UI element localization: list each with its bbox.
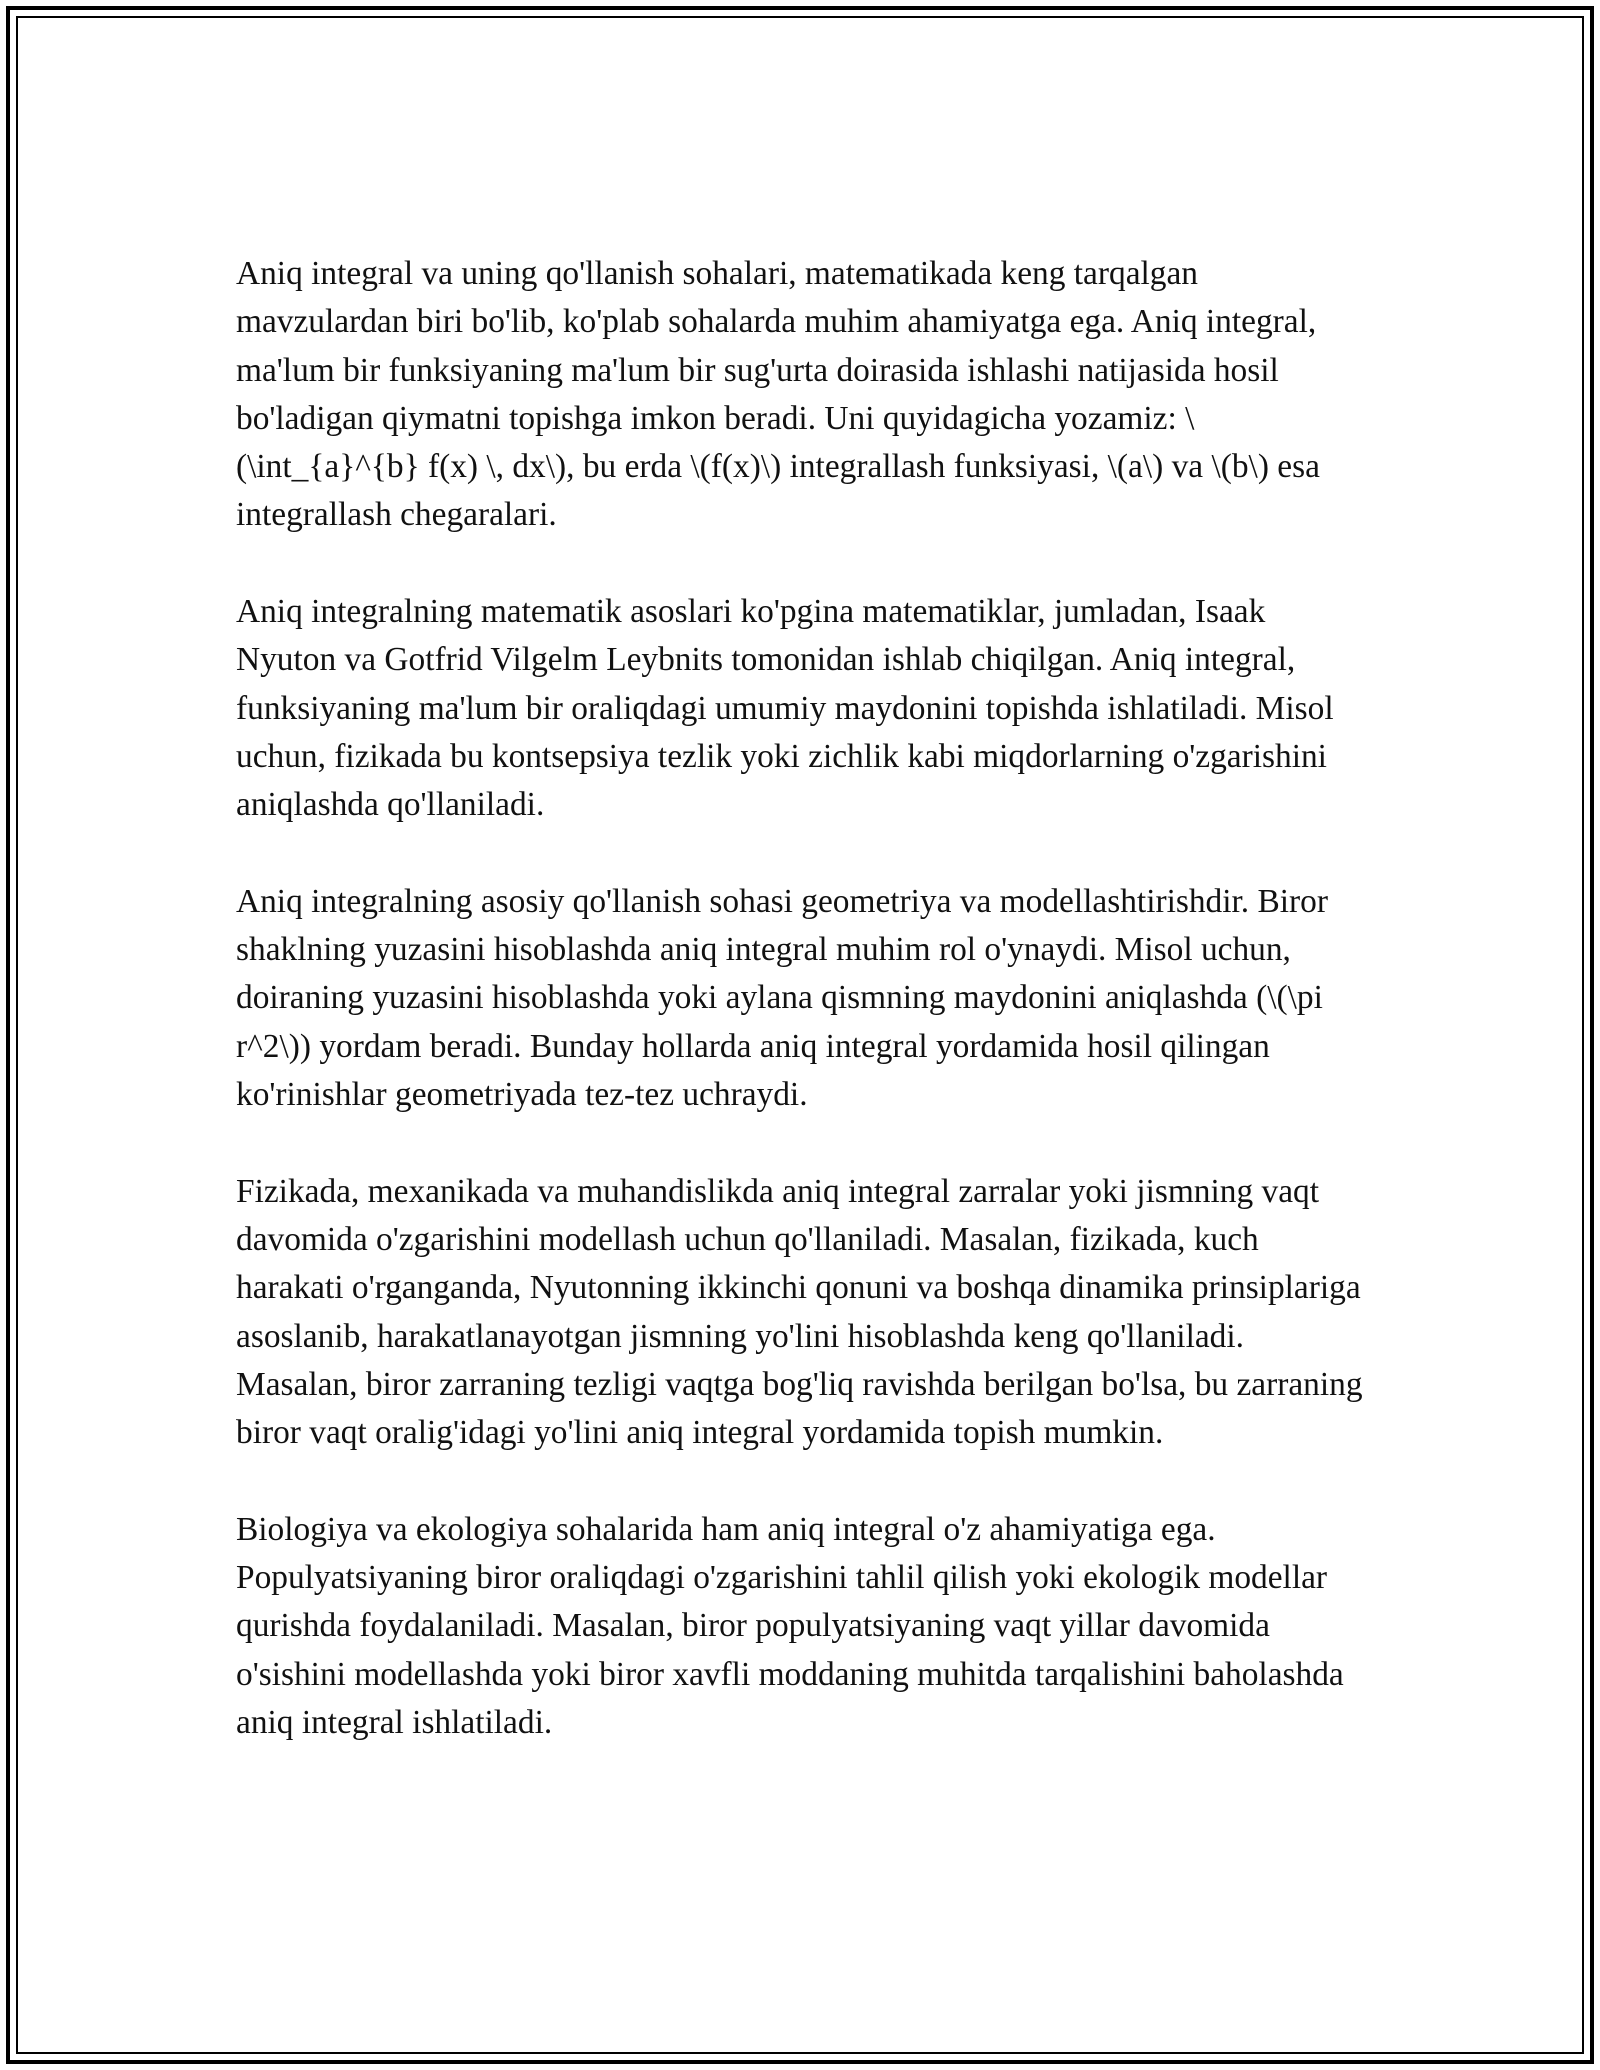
- paragraph-1: Aniq integral va uning qo'llanish sohalari, matematikada keng tarqalgan mavzulardan biri bo'lib, ko'plab sohalarda muhim ahamiyatga ega. Aniq integral, ma'lum bir funksiyaning ma'lum bir sug'urta doirasida ishlashi natijasida hosil bo'ladigan qiymatni topishga imkon beradi. Uni quyidagicha yozamiz: \(\int_{a}^{b} f(x) \, dx\), bu erda \(f(x)\) integrallash funksiyasi, \(a\) va \(b\) esa integrallash chegaralari.: [236, 255, 1320, 534]
- paragraph-2: Aniq integralning matematik asoslari ko'pgina matematiklar, jumladan, Isaak Nyuton va Gotfrid Vilgelm Leybnits tomonidan ishlab chiqilgan. Aniq integral, funksiyaning ma'lum bir oraliqdagi umumiy maydonini topishda ishlatiladi. Misol uchun, fizikada bu kontsepsiya tezlik yoki zichlik kabi miqdorlarning o'zgarishini aniqlashda qo'llaniladi.: [236, 593, 1334, 824]
- paragraph-4: Fizikada, mexanikada va muhandislikda aniq integral zarralar yoki jismning vaqt davomida o'zgarishini modellash uchun qo'llaniladi. Masalan, fizikada, kuch harakati o'rganganda, Nyutonning ikkinchi qonuni va boshqa dinamika prinsiplariga asoslanib, harakatlanayotgan jismning yo'lini hisoblashda keng qo'llaniladi. Masalan, biror zarraning tezligi vaqtga bog'liq ravishda berilgan bo'lsa, bu zarraning biror vaqt oralig'idagi yo'lini aniq integral yordamida topish mumkin.: [236, 1172, 1363, 1452]
- document-body: [236, 250, 1366, 1796]
- paragraph-5: Biologiya va ekologiya sohalarida ham aniq integral o'z ahamiyatiga ega. Populyatsiyaning biror oraliqdagi o'zgarishini tahlil qilish yoki ekologik modellar qurishda foydalaniladi. Masalan, biror populyatsiyaning vaqt yillar davomida o'sishini modellashda yoki biror xavfli moddaning muhitda tarqalishini baholashda aniq integral ishlatiladi.: [236, 1510, 1344, 1741]
- paragraph-3: Aniq integralning asosiy qo'llanish sohasi geometriya va modellashtirishdir. Biror shaklning yuzasini hisoblashda aniq integral muhim rol o'ynaydi. Misol uchun, doiraning yuzasini hisoblashda yoki aylana qismning maydonini aniqlashda (\(\pi r^2\)) yordam beradi. Bunday hollarda aniq integral yordamida hosil qilingan ko'rinishlar geometriyada tez-tez uchraydi.: [236, 882, 1328, 1114]
